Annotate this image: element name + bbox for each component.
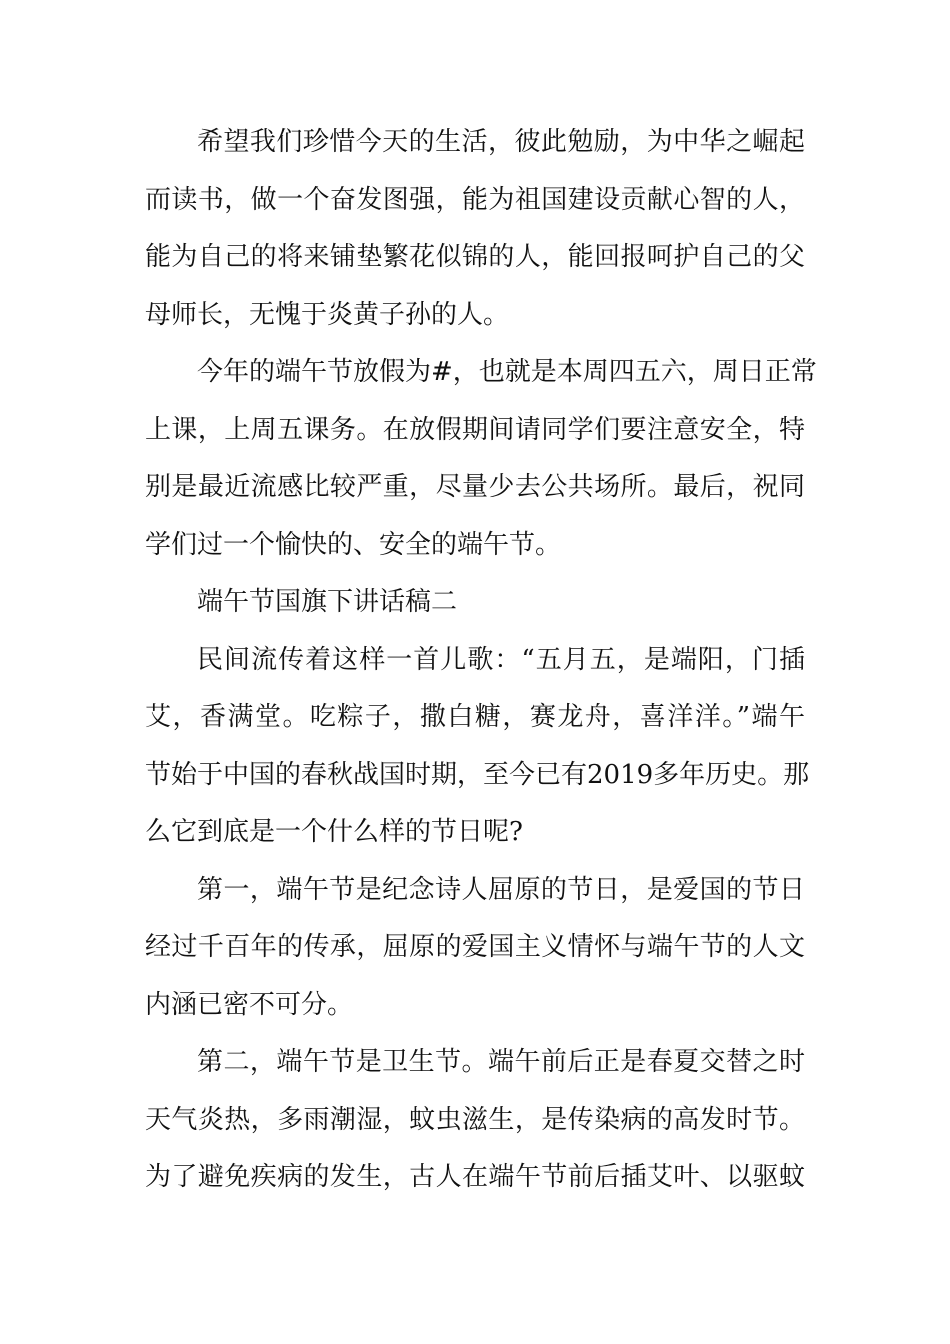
text-line: 上课，上周五课务。在放假期间请同学们要注意安全，特 xyxy=(145,414,805,445)
text-line: 艾，香满堂。吃粽子，撒白糖，赛龙舟，喜洋洋。”端午 xyxy=(145,702,805,732)
text-line: 民间流传着这样一首儿歌：“五月五，是端阳，门插 xyxy=(197,644,805,675)
text-line: 第二，端午节是卫生节。端午前后正是春夏交替之时 xyxy=(197,1047,805,1077)
text-line: 而读书，做一个奋发图强，能为祖国建设贡献心智的人， xyxy=(145,184,805,215)
text-line: 节始于中国的春秋战国时期，至今已有2019多年历史。那 xyxy=(145,759,810,790)
text-line: 第一，端午节是纪念诗人屈原的节日，是爱国的节日 xyxy=(197,874,805,905)
paragraph xyxy=(145,344,817,574)
text-line: 经过千百年的传承，屈原的爱国主义情怀与端午节的人文 xyxy=(145,932,805,962)
text-line: 天气炎热，多雨潮湿，蚊虫滋生，是传染病的高发时节。 xyxy=(145,1104,805,1135)
paragraph xyxy=(145,1034,805,1207)
text-line: 么它到底是一个什么样的节日呢? xyxy=(145,817,523,847)
text-line: 端午节国旗下讲话稿二 xyxy=(197,587,458,617)
text-line: 学们过一个愉快的、安全的端午节。 xyxy=(145,529,562,560)
text-line: 希望我们珍惜今天的生活，彼此勉励，为中华之崛起 xyxy=(197,127,805,157)
document-page xyxy=(145,114,817,1207)
text-line: 为了避免疾病的发生，古人在端午节前后插艾叶、以驱蚊 xyxy=(145,1162,805,1192)
paragraph xyxy=(145,632,810,862)
text-line: 内涵已密不可分。 xyxy=(145,989,354,1020)
text-line: 别是最近流感比较严重，尽量少去公共场所。最后，祝同 xyxy=(145,472,805,502)
paragraph xyxy=(145,114,805,344)
text-line: 母师长，无愧于炎黄子孙的人。 xyxy=(145,299,510,330)
text-line: 能为自己的将来铺垫繁花似锦的人，能回报呵护自己的父 xyxy=(145,242,805,272)
paragraph xyxy=(145,862,805,1035)
text-line: 今年的端午节放假为#，也就是本周四五六，周日正常 xyxy=(197,357,817,387)
section-heading xyxy=(145,574,805,632)
